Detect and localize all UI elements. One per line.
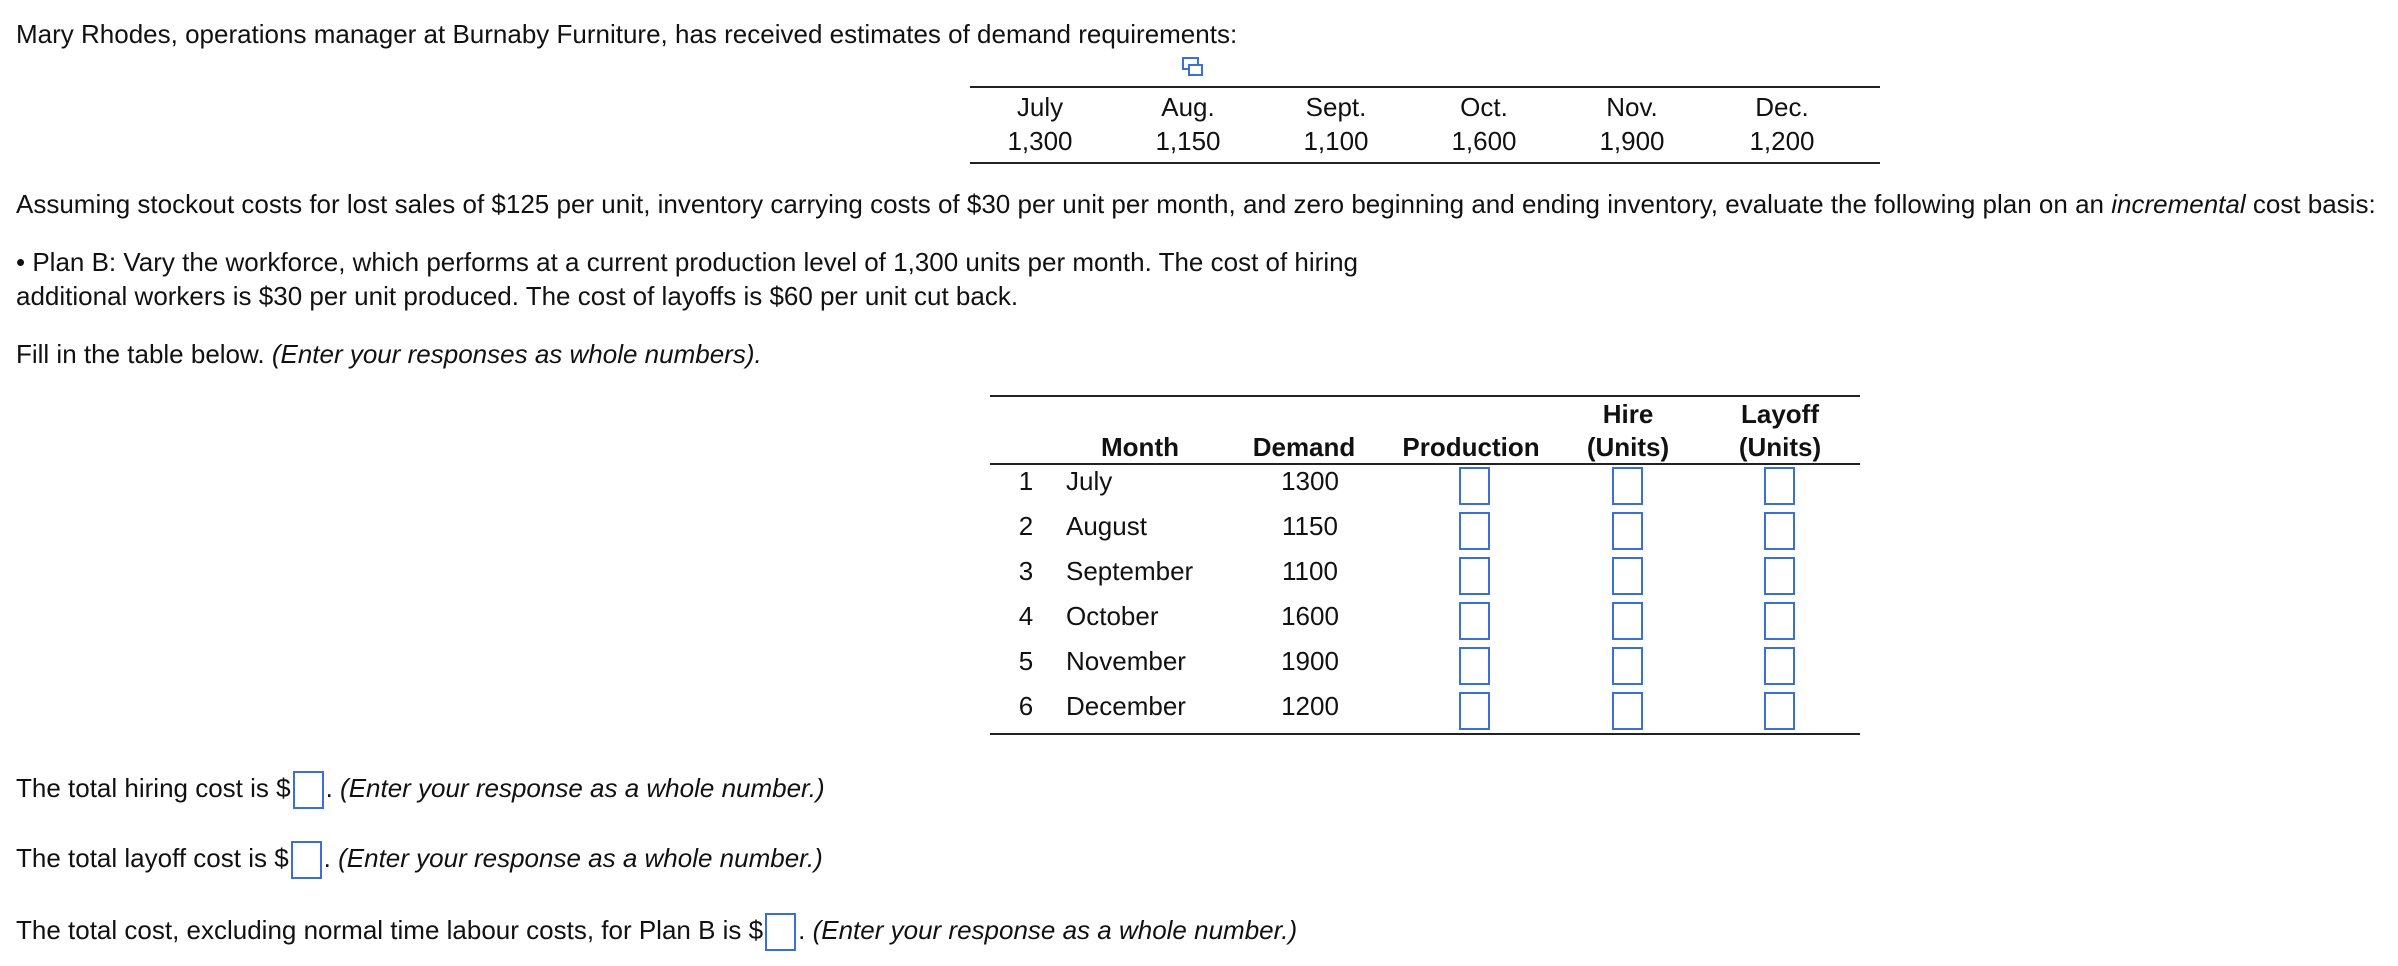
total-layoff-cost-question: The total layoff cost is $ . (Enter your response as a whole number.) xyxy=(16,838,823,879)
plan-b-line1: • Plan B: Vary the workforce, which performs at a current production level of 1,300 units per month. The cost of hiring xyxy=(16,247,1359,277)
header-layoff-line2: (Units) xyxy=(1738,432,1822,462)
table-header-rule xyxy=(990,463,1860,465)
row-number: 6 xyxy=(1018,691,1034,721)
production-input-september[interactable] xyxy=(1459,557,1490,595)
header-month: Month xyxy=(1101,432,1179,462)
total-hiring-cost-input[interactable] xyxy=(293,771,324,809)
row-month: July xyxy=(1066,466,1113,496)
hire-input-november[interactable] xyxy=(1612,647,1643,685)
layoff-input-august[interactable] xyxy=(1764,512,1795,550)
header-production: Production xyxy=(1402,432,1540,462)
row-demand: 1200 xyxy=(1281,691,1339,721)
row-month: September xyxy=(1066,556,1194,586)
row-month: December xyxy=(1066,691,1186,721)
hire-input-september[interactable] xyxy=(1612,557,1643,595)
fill-in-instruction: Fill in the table below. (Enter your responses as whole numbers). xyxy=(16,339,762,369)
copy-icon[interactable] xyxy=(1181,56,1205,78)
row-demand: 1600 xyxy=(1281,601,1339,631)
intro-text: Mary Rhodes, operations manager at Burnaby Furniture, has received estimates of demand requirements: xyxy=(16,19,1238,49)
demand-col-sept: Sept. 1,100 xyxy=(1303,92,1369,156)
hire-input-december[interactable] xyxy=(1612,692,1643,730)
total-cost-input[interactable] xyxy=(765,913,796,951)
total-hiring-cost-question: The total hiring cost is $ . (Enter your response as a whole number.) xyxy=(16,768,825,809)
layoff-input-september[interactable] xyxy=(1764,557,1795,595)
row-month: August xyxy=(1066,511,1147,541)
hire-input-august[interactable] xyxy=(1612,512,1643,550)
production-input-august[interactable] xyxy=(1459,512,1490,550)
row-number: 4 xyxy=(1018,601,1034,631)
production-input-october[interactable] xyxy=(1459,602,1490,640)
layoff-input-november[interactable] xyxy=(1764,647,1795,685)
demand-requirements-table xyxy=(970,86,1880,164)
demand-col-july: July 1,300 xyxy=(1007,92,1073,156)
row-number: 5 xyxy=(1018,646,1034,676)
row-demand: 1900 xyxy=(1281,646,1339,676)
header-layoff-line1: Layoff xyxy=(1741,399,1819,429)
row-number: 2 xyxy=(1018,511,1034,541)
row-number: 1 xyxy=(1018,466,1034,496)
production-input-december[interactable] xyxy=(1459,692,1490,730)
plan-b-line2: additional workers is $30 per unit produced. The cost of layoffs is $60 per unit cut back. xyxy=(16,281,1019,311)
header-hire-line1: Hire xyxy=(1602,399,1654,429)
hire-input-july[interactable] xyxy=(1612,467,1643,505)
production-input-november[interactable] xyxy=(1459,647,1490,685)
demand-col-nov: Nov. 1,900 xyxy=(1599,92,1665,156)
total-layoff-cost-input[interactable] xyxy=(291,841,322,879)
header-hire-line2: (Units) xyxy=(1586,432,1670,462)
row-demand: 1100 xyxy=(1282,556,1338,586)
demand-col-dec: Dec. 1,200 xyxy=(1749,92,1815,156)
table-top-rule xyxy=(990,395,1860,397)
row-demand: 1300 xyxy=(1281,466,1339,496)
demand-col-oct: Oct. 1,600 xyxy=(1451,92,1517,156)
layoff-input-july[interactable] xyxy=(1764,467,1795,505)
layoff-input-october[interactable] xyxy=(1764,602,1795,640)
layoff-input-december[interactable] xyxy=(1764,692,1795,730)
production-input-july[interactable] xyxy=(1459,467,1490,505)
total-cost-question: The total cost, excluding normal time labour costs, for Plan B is $ . (Enter your response as a whole number.) xyxy=(16,910,1297,951)
row-month: November xyxy=(1066,646,1186,676)
hire-input-october[interactable] xyxy=(1612,602,1643,640)
row-demand: 1150 xyxy=(1282,511,1338,541)
row-month: October xyxy=(1066,601,1159,631)
header-demand: Demand xyxy=(1252,432,1356,462)
assumption-text: Assuming stockout costs for lost sales of $125 per unit, inventory carrying costs of $30 per unit per month, and zero beginning and ending inventory, evaluate the following plan on an incremental cost basis: xyxy=(16,189,2376,219)
table-bottom-rule xyxy=(990,733,1860,735)
demand-col-aug: Aug. 1,150 xyxy=(1155,92,1221,156)
row-number: 3 xyxy=(1018,556,1034,586)
